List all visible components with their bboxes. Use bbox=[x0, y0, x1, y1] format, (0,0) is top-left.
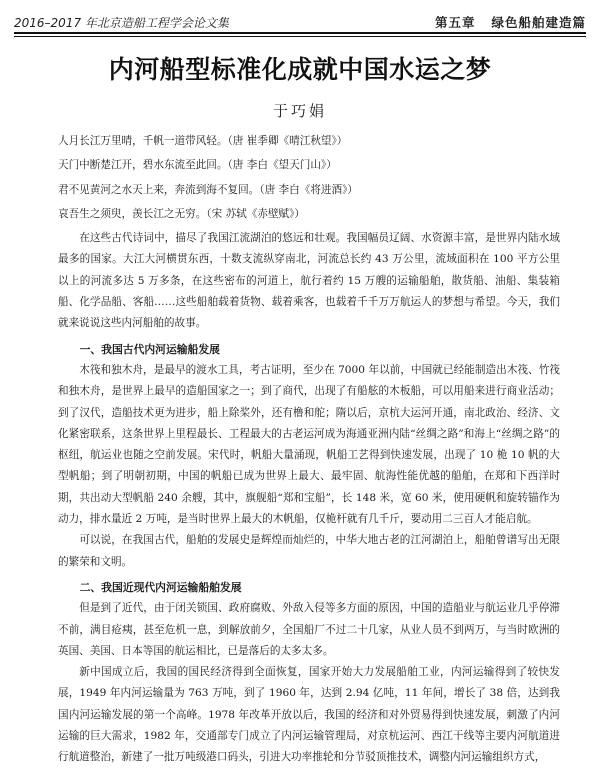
header-section: 绿色船舶建造篇 bbox=[491, 15, 586, 30]
header-chapter-section bbox=[435, 13, 586, 31]
header-rule-thick bbox=[14, 32, 586, 34]
body-paragraph: 木筏和独木舟，是最早的渡水工具，考古证明，至少在 7000 年以前，中国就已经能制造出木筏、竹筏和独木舟，是世界上最早的造船国家之一；到了商代，出现了有船舷的木板船，可以用船来进行商业活动；到了汉代，造船技术更为进步，船上除桨外，还有橹和舵；隋以后，京杭大运河开通，南北政治、经济、文化紧密联系，这条世界上里程最长、工程最大的古老运河成为海通亚洲内陆“丝绸之路”和海上“丝绸之路”的枢纽，航运业也随之空前发展。宋代时，帆船大量涌现，帆船工艺得到快速发展，出现了 10 桅 10 帆的大型帆船；到了明朝初期，中国的帆船已成为世界上最大、最牢固、航海性能优越的船舶，在郑和下西洋时期，共出动大型帆船 240 余艘，其中，旗舰船“郑和宝船”，长 148 米，宽 60 米，使用硬帆和旋转锚作为动力，排水量近 2 万吨，是当时世界上最大的木帆船，仅桅杆就有几千斤，要动用二三百人才能启航。 bbox=[58, 363, 560, 526]
poem-line: 人月长江万里晴，千帆一道带风轻。（唐 崔季卿《晴江秋望》） bbox=[58, 135, 348, 147]
poem-line: 君不见黄河之水天上来，奔流到海不复回。（唐 李白《将进酒》） bbox=[58, 183, 358, 196]
poem-line: 哀吾生之须臾，羡长江之无穷。（宋 苏轼《赤壁赋》） bbox=[58, 207, 306, 220]
intro-paragraph: 在这些古代诗词中，描尽了我国江流湖泊的悠远和壮观。我国幅员辽阔、水资源丰富，是世界内陆水域最多的国家。大江大河横贯东西，十数支流纵穿南北，河流总长约 43 万公里，流域面积在 100 平方公里以上的河流多达 5 万多条，在这些密布的河道上，航行着约 15 万艘的运输船舶，散货船、油船、集装箱船、化学品船、客船……这些船舶载着货物、载着乘客，也载着千千万万航运人的梦想与希望。今天，我们就来说说这些内河船舶的故事。 bbox=[58, 232, 560, 330]
running-head bbox=[14, 11, 586, 31]
section-heading-modern: 二、我国近现代内河运输船舶发展 bbox=[79, 580, 242, 594]
section-heading-ancient: 一、我国古代内河运输船发展 bbox=[79, 342, 220, 356]
header-rule-thin bbox=[14, 36, 586, 37]
header-chapter: 第五章 bbox=[434, 15, 476, 30]
poem-line: 天门中断楚江开，碧水东流至此回。（唐 李白《望天门山》） bbox=[58, 159, 337, 172]
body-paragraph: 但是到了近代，由于闭关锁国、政府腐败、外敌入侵等多方面的原因，中国的造船业与航运业几乎停滞不前，满目疮痍，甚至危机一息，到解放前夕，全国船厂不过二十几家，从业人员不到两万，与当时欧洲的英国、美国、日本等国的航运相比，已是落后的太多太多。 bbox=[58, 602, 560, 657]
article-author: 于巧娟 bbox=[272, 102, 327, 120]
article-body bbox=[58, 131, 560, 769]
header-proceedings-title: 2016–2017 年北京造船工程学会论文集 bbox=[14, 16, 229, 30]
body-paragraph: 新中国成立后，我国的国民经济得到全面恢复，国家开始大力发展船舶工业，内河运输得到了较快发展，1949 年内河运输量为 763 万吨，到了 1960 年，达到 2.94 亿吨，11 年间，增长了 38 倍，达到我国内河运输发展的第一个高峰。1978 年改革开放以后，我国的经济和对外贸易得到快速发展，刺激了内河运输的巨大需求，1982 年，交通部专门成立了内河运输管理局，对京杭运河、西江干线等主要内河航道进行航道整治，新建了一批万吨级港口码头，引进大功率推轮和分节驳顶推技术，调整内河运输组织方式， bbox=[58, 666, 560, 764]
article-title: 内河船型标准化成就中国水运之梦 bbox=[108, 55, 492, 84]
body-paragraph: 可以说，在我国古代，船舶的发展史是辉煌而灿烂的，中华大地古老的江河湖泊上，船舶曾谱写出无限的繁荣和文明。 bbox=[58, 534, 560, 568]
